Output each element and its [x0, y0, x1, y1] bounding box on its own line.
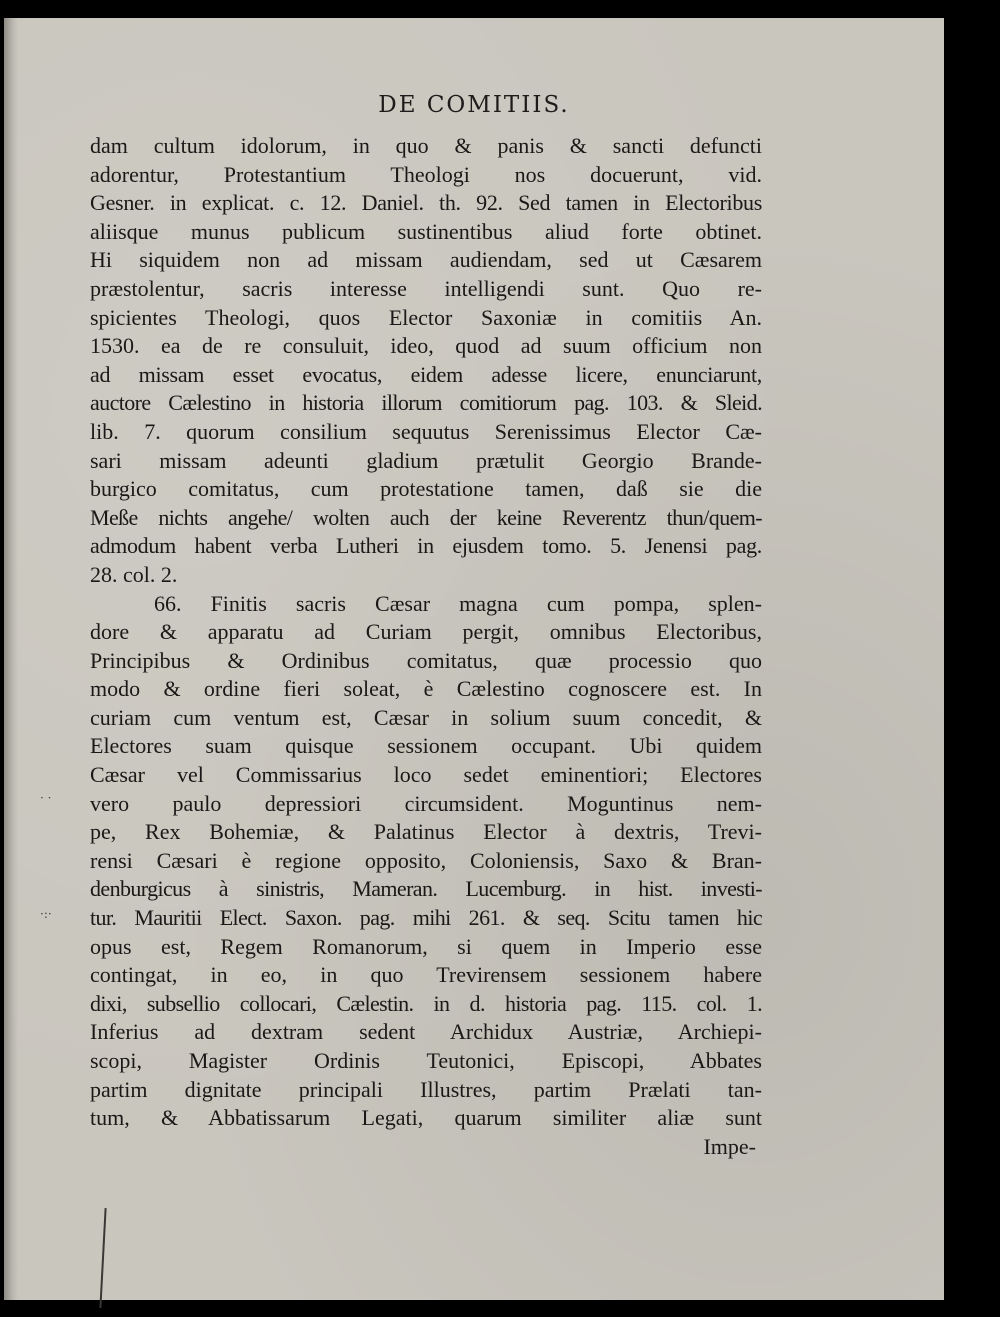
text-line: tum, & Abbatissarum Legati, quarum similiter aliæ sunt	[90, 1105, 762, 1131]
text-line: curiam cum ventum est, Cæsar in solium suum concedit, &	[90, 704, 762, 730]
gutter-crease	[99, 1208, 106, 1308]
text-line: admodum habent verba Lutheri in ejusdem tomo. 5. Jenensi pag.	[90, 533, 762, 559]
running-head: DE COMITIIS.	[378, 92, 570, 118]
text-line: dore & apparatu ad Curiam pergit, omnibus Electoribus,	[90, 619, 762, 645]
text-line: Cæsar vel Commissarius loco sedet eminentiori; Electores	[90, 762, 762, 788]
text-line: Inferius ad dextram sedent Archidux Austriæ, Archiepi-	[90, 1019, 762, 1045]
text-line: Gesner. in explicat. c. 12. Daniel. th. 92. Sed tamen in Electoribus	[90, 190, 762, 216]
text-line: lib. 7. quorum consilium sequutus Serenissimus Elector Cæ-	[90, 418, 762, 444]
text-line: 28. col. 2.	[90, 561, 178, 587]
text-line: scopi, Magister Ordinis Teutonici, Episcopi, Abbates	[90, 1048, 762, 1073]
binding-edge	[4, 18, 18, 1300]
text-line: 66. Finitis sacris Cæsar magna cum pompa, splen-	[154, 590, 762, 616]
margin-specks: · ·	[40, 791, 52, 805]
text-line: partim dignitate principali Illustres, partim Prælati tan-	[90, 1076, 762, 1102]
text-line: Principibus & Ordinibus comitatus, quæ processio quo	[90, 647, 762, 673]
margin-specks: ·:·	[40, 907, 52, 921]
text-line: dam cultum idolorum, in quo & panis & sancti defuncti	[90, 133, 762, 158]
catchword: Impe-	[703, 1133, 756, 1159]
text-line: modo & ordine fieri soleat, è Cælestino cognoscere est. In	[90, 676, 762, 702]
text-line: aliisque munus publicum sustinentibus aliud forte obtinet.	[90, 218, 762, 244]
text-line: denburgicus à sinistris, Mameran. Lucemburg. in hist. investi-	[90, 876, 762, 902]
text-line: spicientes Theologi, quos Elector Saxoniæ in comitiis An.	[90, 304, 762, 330]
text-line: auctore Cælestino in historia illorum comitiorum pag. 103. & Sleid.	[90, 390, 762, 416]
text-line: Hi siquidem non ad missam audiendam, sed ut Cæsarem	[90, 247, 762, 273]
text-line: sari missam adeunti gladium prætulit Georgio Brande-	[90, 447, 762, 473]
text-line: opus est, Regem Romanorum, si quem in Imperio esse	[90, 933, 762, 959]
text-line: contingat, in eo, in quo Trevirensem sessionem habere	[90, 962, 762, 988]
text-line: præstolentur, sacris interesse intelligendi sunt. Quo re-	[90, 275, 762, 301]
text-line: dixi, subsellio collocari, Cælestin. in d. historia pag. 115. col. 1.	[90, 990, 762, 1016]
text-line: rensi Cæsari è regione opposito, Coloniensis, Saxo & Bran-	[90, 847, 762, 873]
text-line: ad missam esset evocatus, eidem adesse licere, enunciarunt,	[90, 361, 762, 387]
body-text	[90, 132, 762, 1161]
text-line: vero paulo depressiori circumsident. Moguntinus nem-	[90, 790, 762, 816]
text-line: tur. Mauritii Elect. Saxon. pag. mihi 261. & seq. Scitu tamen hic	[90, 905, 762, 931]
text-line: adorentur, Protestantium Theologi nos docuerunt, vid.	[90, 161, 762, 187]
text-line: Meße nichts angehe/ wolten auch der keine Reverentz thun/quem-	[90, 504, 762, 530]
text-line: burgico comitatus, cum protestatione tamen, daß sie die	[90, 476, 762, 502]
text-line: Electores suam quisque sessionem occupant. Ubi quidem	[90, 733, 762, 759]
text-line: pe, Rex Bohemiæ, & Palatinus Elector à dextris, Trevi-	[90, 819, 762, 845]
text-line: 1530. ea de re consuluit, ideo, quod ad suum officium non	[90, 333, 762, 359]
